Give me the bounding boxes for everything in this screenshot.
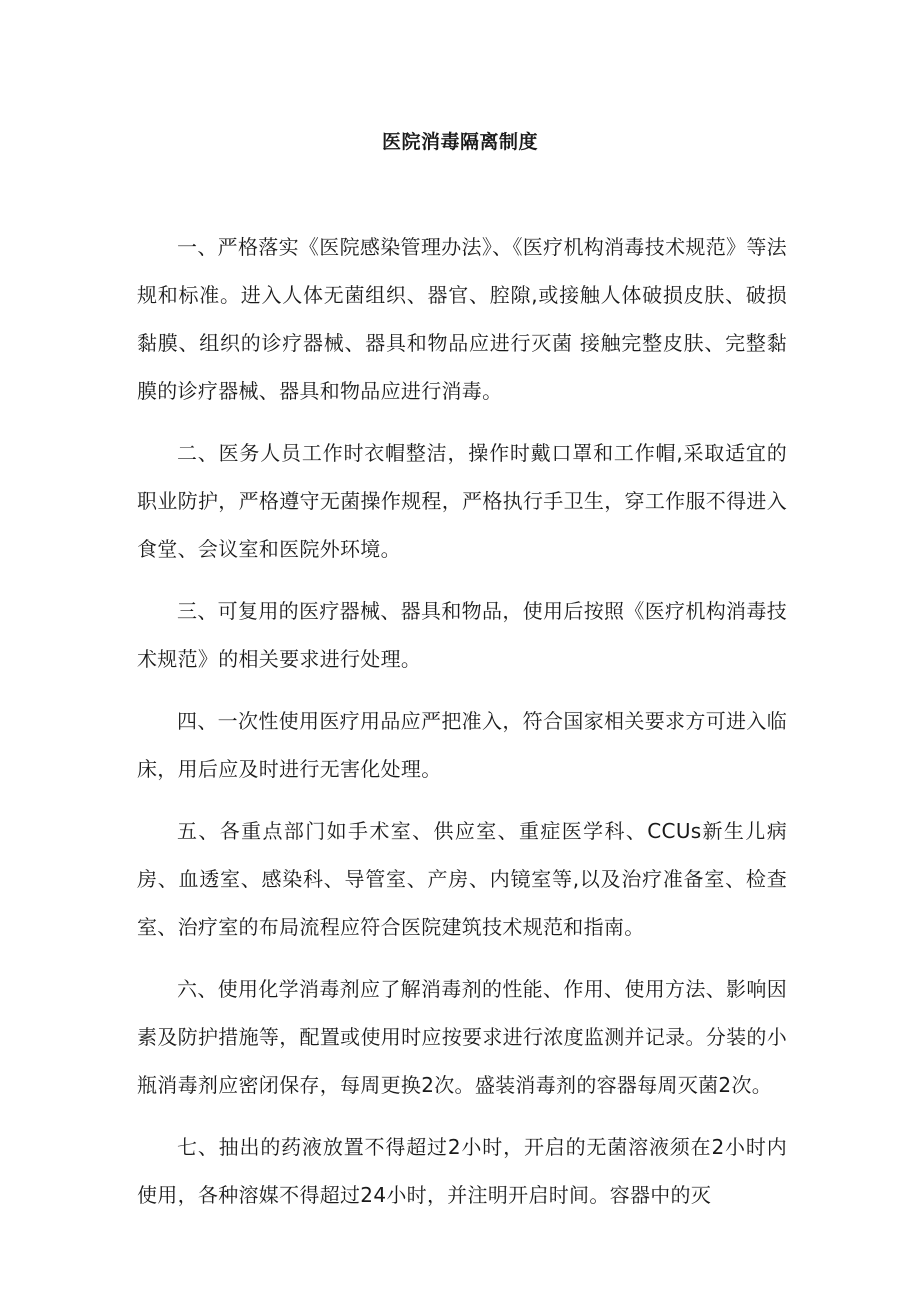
paragraph-1: 一、严格落实《医院感染管理办法》、《医疗机构消毒技术规范》等法规和标准。进入人体无菌组织、器官、腔隙,或接触人体破损皮肤、破损黏膜、组织的诊疗器械、器具和物品应进行灭菌 接触完整皮肤、完整黏膜的诊疗器械、器具和物品应进行消毒。 xyxy=(137,235,787,403)
paragraph-4: 四、一次性使用医疗用品应严把准入，符合国家相关要求方可进入临床，用后应及时进行无害化处理。 xyxy=(137,709,787,781)
paragraph-6: 六、使用化学消毒剂应了解消毒剂的性能、作用、使用方法、影响因素及防护措施等，配置或使用时应按要求进行浓度监测并记录。分装的小瓶消毒剂应密闭保存，每周更换2次。盛装消毒剂的容器每周灭菌2次。 xyxy=(137,977,787,1097)
paragraph-5: 五、各重点部门如手术室、供应室、重症医学科、CCUs新生儿病房、血透室、感染科、导管室、产房、内镜室等,以及治疗准备室、检查室、治疗室的布局流程应符合医院建筑技术规范和指南。 xyxy=(137,819,787,939)
paragraph-7: 七、抽出的药液放置不得超过2小时，开启的无菌溶液须在2小时内使用，各种溶媒不得超过24小时，并注明开启时间。容器中的灭 xyxy=(137,1135,787,1207)
paragraph-3: 三、可复用的医疗器械、器具和物品，使用后按照《医疗机构消毒技术规范》的相关要求进行处理。 xyxy=(137,599,787,671)
paragraph-2: 二、医务人员工作时衣帽整洁，操作时戴口罩和工作帽,采取适宜的职业防护，严格遵守无菌操作规程，严格执行手卫生，穿工作服不得进入食堂、会议室和医院外环境。 xyxy=(137,441,787,561)
document-title: 医院消毒隔离制度 xyxy=(381,131,538,153)
document-body xyxy=(137,223,787,1233)
